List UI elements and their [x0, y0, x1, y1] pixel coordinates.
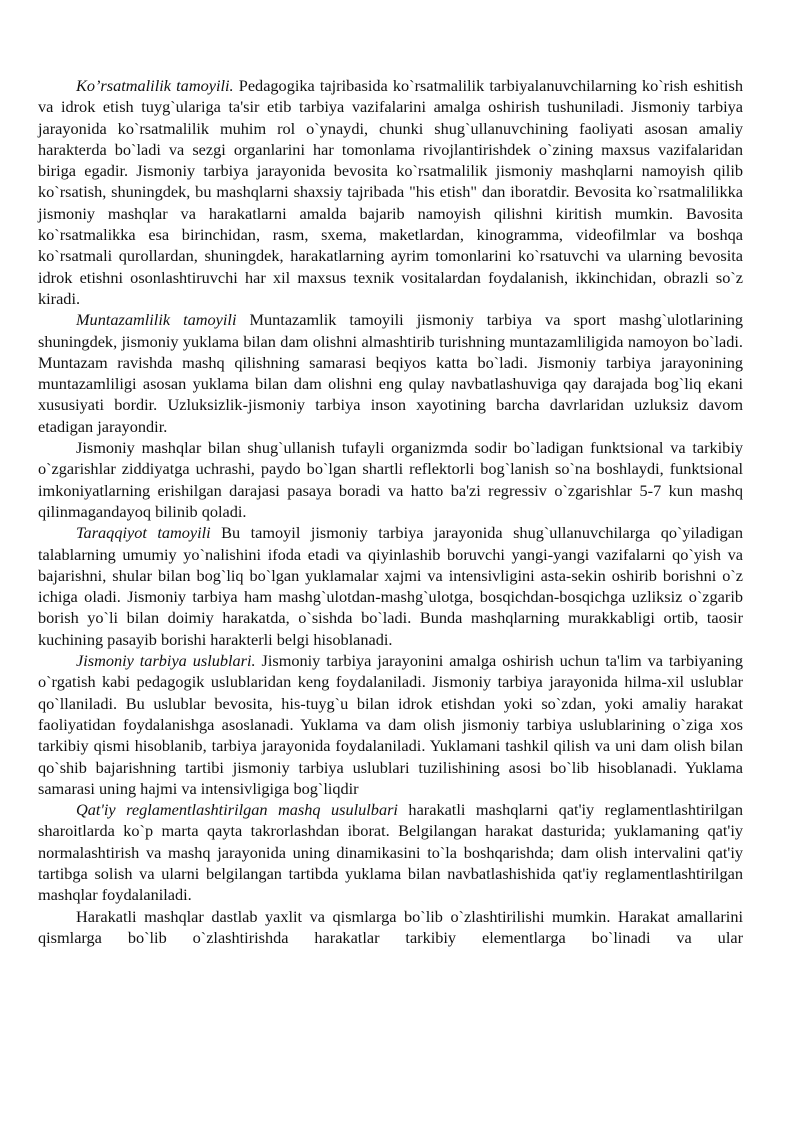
paragraph-heading: Muntazamlilik tamoyili [76, 310, 237, 330]
paragraph-muntazamlilik [38, 309, 743, 437]
paragraph-text: Jismoniy tarbiya jarayonini amalga oshirish uchun ta'lim va tarbiyaning o`rgatish kabi pedagogik uslublaridan keng foydalaniladi. Jismoniy tarbiya jarayonida hilma-xil uslublar qo`llaniladi. Bu uslublar bevosita, his-tuyg`u bilan idrok etishdan yoki so`zdan, yoki amaliy harakat faoliyatidan foydalanishga asoslanadi. Yuklama va dam olish jismoniy tarbiya uslublarining o`ziga xos tarkibiy qismi hisoblanib, tarbiya jarayonida foydalaniladi. Yuklamani tashkil qilish va uni dam olish bilan qo`shib bajarishning tartibi jismoniy tarbiya uslublari tuzilishining asosi bo`lib hisoblanadi. Yuklama samarasi uning hajmi va intensivligiga bog`liqdir [38, 651, 744, 798]
paragraph-text: Muntazamlik tamoyili jismoniy tarbiya va sport mashg`ulotlarining shuningdek, jismoniy yuklama bilan dam olishni almashtirib turishning muntazamliligida namoyon bo`ladi. Muntazam ravishda mashq qilishning samarasi beqiyos katta bo`ladi. Jismoniy tarbiya jarayonining muntazamliligi asosan yuklama bilan dam olishni eng qulay navbatlashuviga qay darajada bog`liq ekani xususiyati bordir. Uzluksizlik-jismoniy tarbiya inson xayotining barcha davrlaridan uzluksiz davom etadigan jarayondir. [38, 310, 743, 436]
paragraph-reglamentlashtirilgan [38, 799, 743, 905]
paragraph-taraqqiyot [38, 522, 743, 650]
paragraph-text: harakatli mashqlarni qat'iy reglamentlashtirilgan sharoitlarda ko`p marta qayta takrorlashdan iborat. Belgilangan harakat dasturida; yuklamaning qat'iy normalashtirish va mashq jarayonida uning dinamikasini to`la boshqarishda; dam olish intervalini qat'iy tartibga solish va ularni belgilangan tartibda yuklama bilan navbatlashishida qat'iy reglamentlashtirilgan mashqlar foydalaniladi. [38, 800, 743, 905]
paragraph-text: Bu tamoyil jismoniy tarbiya jarayonida shug`ullanuvchilarga qo`yiladigan talablarning umumiy yo`nalishini ifoda etadi va qiyinlashib boruvchi yangi-yangi vazifalarni qo`yish va bajarishni, shular bilan bog`liq bo`lgan yuklamalar xajmi va intensivligini asta-sekin oshirib borishni o`z ichiga oladi. Jismoniy tarbiya ham mashg`ulotdan-mashg`ulotga, bosqichdan-bosqichga uzliksiz o`zgarib borish yo`li bilan doimiy harakatda, o`sishda bo`ladi. Bunda mashqlarning murakkabligi ortib, taosir kuchining pasayib borishi harakterli belgi hisoblanadi. [38, 523, 743, 649]
paragraph-text: Jismoniy mashqlar bilan shug`ullanish tufayli organizmda sodir bo`ladigan funktsional va tarkibiy o`zgarishlar ziddiyatga uchrashi, paydo bo`lgan shartli reflektorli bog`lanish so`na boshlaydi, funktsional imkoniyatlarning erishilgan darajasi pasaya boradi va hatto ba'zi regressiv o`zgarishlar 5-7 kun mashq qilinmagandayoq bilinib qoladi. [38, 438, 743, 521]
paragraph-korsatmalilik [38, 75, 743, 309]
paragraph-text: Harakatli mashqlar dastlab yaxlit va qismlarga bo`lib o`zlashtirilishi mumkin. Harakat amallarini qismlarga bo`lib o`zlashtirishda harakatlar tarkibiy elementlarga bo`linadi va ular [38, 906, 743, 947]
paragraph-heading: Ko’rsatmalilik tamoyili. [76, 76, 234, 95]
paragraph-heading: Jismoniy tarbiya uslublari. [76, 651, 256, 671]
paragraph-uslublar [38, 650, 743, 799]
paragraph-heading: Qat'iy reglamentlashtirilgan mashq usululbari [76, 800, 398, 820]
paragraph-jismoniy-mashqlar [38, 437, 743, 522]
paragraph-text: Pedagogika tajribasida ko`rsatmalilik tarbiyalanuvchilarning ko`rish eshitish va idrok etish tuyg`ulariga ta'sir etib tarbiya vazifalarini amalga oshirish tushuniladi. Jismoniy tarbiya jarayonida ko`rsatmalilik muhim rol o`ynaydi, chunki shug`ullanuvchining faoliyati asosan amaliy harakterda bo`ladi va sezgi organlarini har tomonlama rivojlantirishdek o`zining maxsus vazifalaridan biriga egadir. Jismoniy tarbiya jarayonida bevosita ko`rsatmalilik jismoniy mashqlarni namoyish qilib ko`rsatish, shuningdek, bu mashqlarni shaxsiy tajribada "his etish" dan iboratdir. Bevosita ko`rsatmalilikka jismoniy mashqlar va harakatlarni amalda bajarib namoyish qilishni kiritish mumkin. Bavosita ko`rsatmalikka esa birinchidan, rasm, sxema, maketlardan, kinogramma, videofilmlar va boshqa ko`rsatmali qurollardan, shuningdek, harakatlarning ayrim tomonlarini ko`rsatuvchi va ularning bevosita idrok etishni osonlashtiruvchi har xil maxsus texnik vositalardan foydalanish, ikkinchidan, obrazli so`z kiradi. [38, 76, 743, 308]
paragraph-harakatli-mashqlar [38, 906, 743, 949]
paragraph-heading: Taraqqiyot tamoyili [76, 523, 211, 543]
